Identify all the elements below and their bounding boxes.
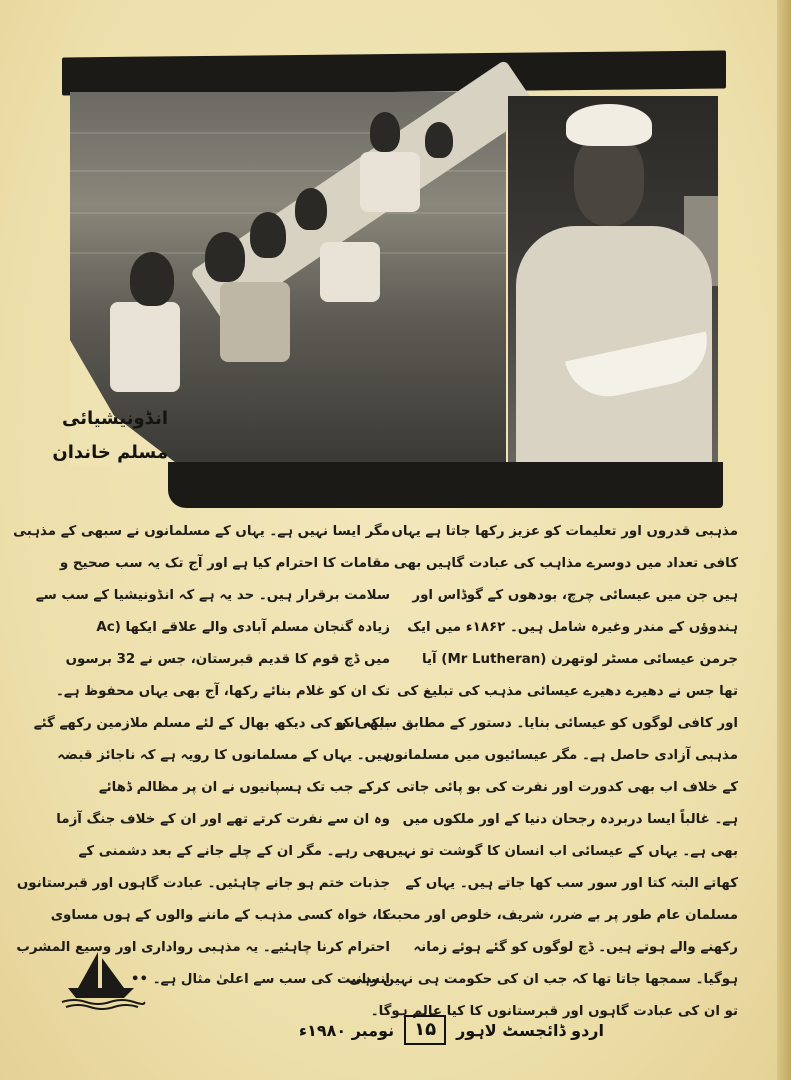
caption-line: انڈونیشیائی bbox=[61, 408, 168, 429]
article-column-left bbox=[13, 516, 390, 996]
text-line: کافی تعداد میں دوسرے مذاہب کی عبادت گاہیں بھی bbox=[393, 556, 738, 571]
text-line: کے خلاف اب بھی کدورت اور نفرت کی بو پائی جاتی bbox=[396, 780, 738, 795]
text-line: ہیں۔ یہاں کے مسلمانوں کا رویہ ہے کہ ناجائز قبضہ bbox=[57, 748, 390, 763]
text-line: مگر ایسا نہیں ہے۔ یہاں کے مسلمانوں نے سبھی کے مذہبی bbox=[13, 524, 390, 539]
text-line: انسانیت کی سب سے اعلیٰ مثال ہے۔ •• bbox=[130, 972, 390, 987]
text-line: ہیں جن میں عیسائی چرچ، بودھوں کے گوڈاس اور bbox=[412, 588, 738, 603]
text-line: مذہبی قدروں اور تعلیمات کو عزیز رکھا جاتا ہے یہاں bbox=[391, 524, 738, 539]
text-line: کا، خواہ کسی مذہب کے ماننے والوں کے ہوں مساوی bbox=[50, 908, 390, 923]
article-column-right bbox=[335, 516, 738, 1028]
page-edge bbox=[777, 0, 791, 1080]
text-line: مذہبی آزادی حاصل ہے۔ مگر عیسائیوں میں مسلمانوں bbox=[383, 748, 738, 763]
sailing-ship-icon bbox=[58, 944, 144, 1010]
photo-caption bbox=[52, 402, 168, 470]
text-line: جرمن عیسائی مسٹر لوتھرن (Mr Lutheran) آیا bbox=[422, 652, 738, 667]
text-line: اور کافی لوگوں کو عیسائی بنایا۔ دستور کے مطابق سبھی کو bbox=[335, 716, 738, 731]
magazine-name: اردو ڈائجسٹ لاہور bbox=[456, 1020, 604, 1040]
page-number: ۱۵ bbox=[404, 1015, 446, 1045]
text-line: احترام کرنا چاہئیے۔ یہ مذہبی رواداری اور وسیع المشرب bbox=[16, 940, 390, 955]
text-line: رکھنے والے ہوتے ہیں۔ ڈچ لوگوں کو گئے ہوئے زمانہ bbox=[413, 940, 738, 955]
text-line: بھی رہے۔ مگر ان کے چلے جانے کے بعد دشمنی کے bbox=[78, 844, 390, 859]
bottom-decorative-bar bbox=[168, 462, 723, 508]
text-line: کرکے جب تک ہسپانیوں نے ان پر مظالم ڈھائے bbox=[98, 780, 390, 795]
text-line: بلکہ اس کی دیکھ بھال کے لئے مسلم ملازمین رکھے گئے bbox=[33, 716, 390, 731]
text-line: ہوگیا۔ سمجھا جاتا تھا کہ جب ان کی حکومت ہی نہیں رہی bbox=[349, 972, 738, 987]
text-line: کھاتے البتہ کتا اور سور سب کھا جاتے ہیں۔ یہاں کے bbox=[405, 876, 738, 891]
text-line: وہ ان سے نفرت کرتے تھے اور ان کے خلاف جنگ آزما bbox=[56, 812, 390, 827]
text-line: تک ان کو غلام بنائے رکھا، آج بھی یہاں محفوظ ہے۔ bbox=[56, 684, 390, 699]
top-decorative-bar bbox=[62, 51, 726, 96]
text-line: جذبات ختم ہو جانے چاہئیں۔ عبادت گاہوں اور قبرستانوں bbox=[16, 876, 390, 891]
caption-line: مسلم خاندان bbox=[52, 442, 168, 463]
text-line: سلامت برقرار ہیں۔ حد یہ ہے کہ انڈونیشیا کے سب سے bbox=[35, 588, 390, 603]
text-line: ہندوؤں کے مندر وغیرہ شامل ہیں۔ ۱۸۶۲ء میں ایک bbox=[407, 620, 738, 635]
text-line: تو ان کی عبادت گاہوں اور قبرستانوں کا کیا عالم ہوگا۔ bbox=[370, 1004, 738, 1019]
text-line: مقامات کا احترام کیا ہے اور آج تک یہ سب صحیح و bbox=[59, 556, 390, 571]
page-footer bbox=[274, 1012, 604, 1048]
text-line: مسلمان عام طور پر بے ضرر، شریف، خلوص اور محبت bbox=[382, 908, 738, 923]
text-line: زیادہ گنجان مسلم آبادی والے علاقے ایکھا (Ac bbox=[96, 620, 390, 635]
text-line: بھی ہے۔ یہاں کے عیسائی اب انسان کا گوشت تو نہیں bbox=[385, 844, 738, 859]
text-line: تھا جس نے دھیرے دھیرے عیسائی مذہب کی تبلیغ کی bbox=[396, 684, 738, 699]
issue-date: نومبر ۱۹۸۰ء bbox=[298, 1020, 395, 1040]
photo-elder-man bbox=[508, 96, 718, 470]
text-line: ہے۔ غالباً ایسا دربردہ رجحان دنیا کے اور ملکوں میں bbox=[402, 812, 738, 827]
text-line: میں ڈچ قوم کا قدیم قبرستان، جس نے 32 برسوں bbox=[65, 652, 390, 667]
